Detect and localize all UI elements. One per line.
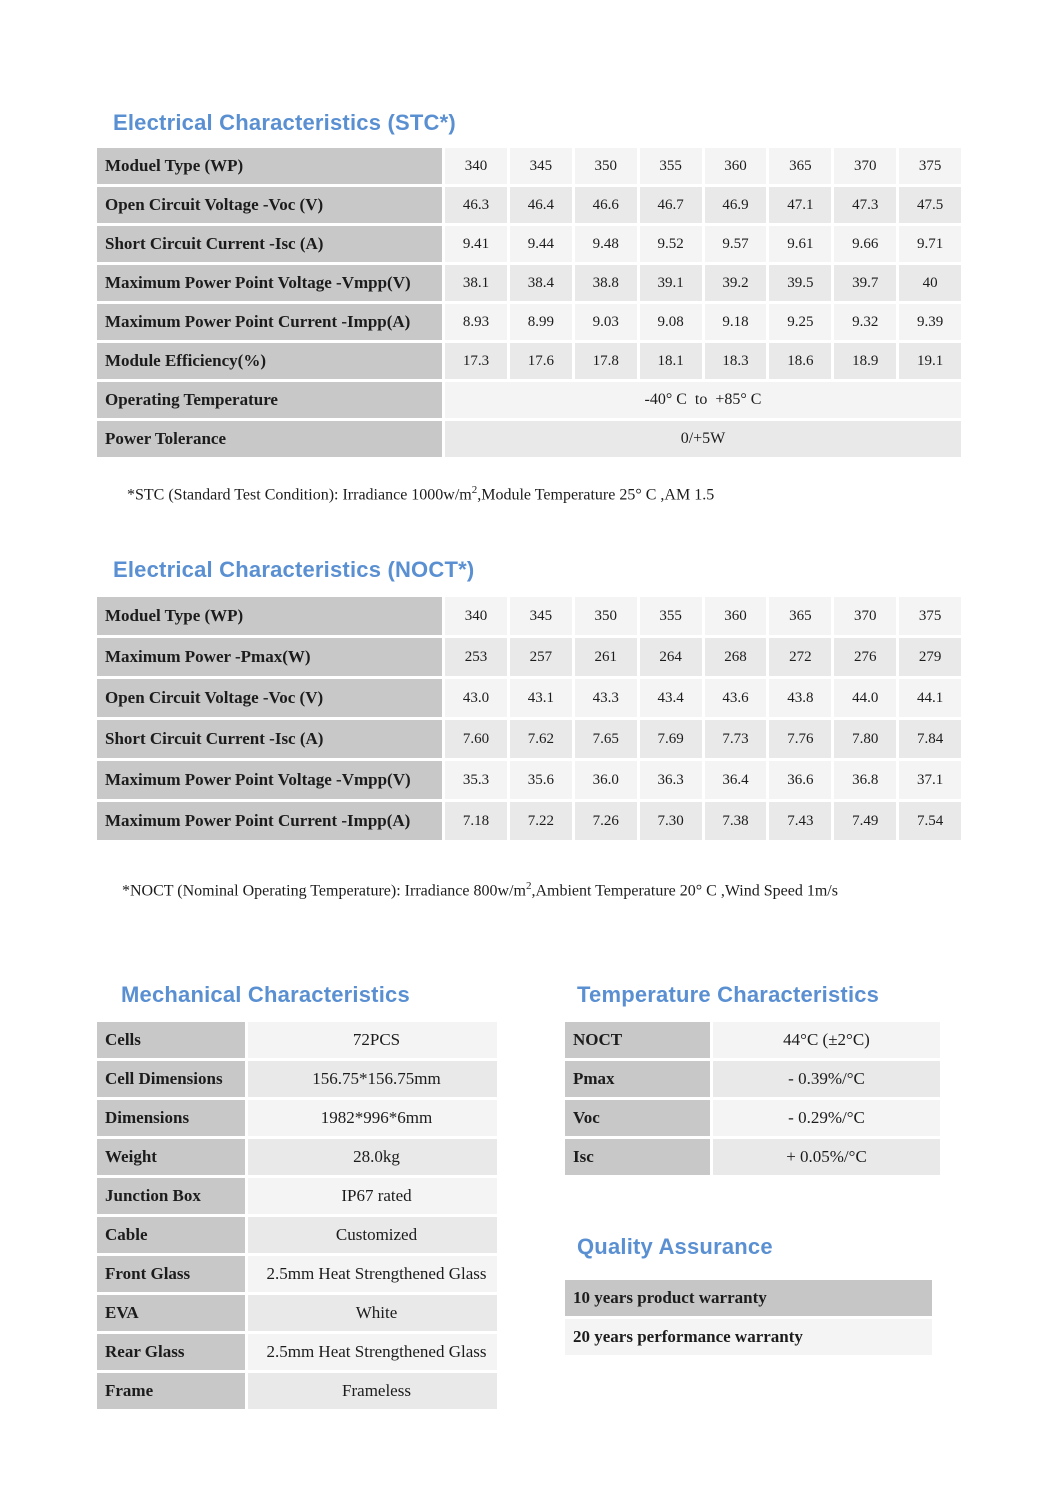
kv-row-label: Weight	[97, 1139, 245, 1175]
spec-value-cell: 7.65	[575, 720, 637, 758]
noct-note-superscript: 2	[525, 880, 532, 892]
kv-row-label: NOCT	[565, 1022, 710, 1058]
spec-value-cell: 43.4	[640, 679, 702, 717]
spec-value-cell: 39.1	[640, 265, 702, 301]
stc-note-pre: *STC (Standard Test Condition): Irradiance 1000w/m	[127, 486, 472, 504]
noct-note	[122, 880, 838, 900]
spec-value-cell: 7.69	[640, 720, 702, 758]
kv-row-value: 1982*996*6mm	[248, 1100, 497, 1136]
spec-value-cell: 7.43	[769, 802, 831, 840]
spec-value-cell: 18.9	[834, 343, 896, 379]
kv-row-label: Isc	[565, 1139, 710, 1175]
kv-row-label: Dimensions	[97, 1100, 245, 1136]
stc-section-heading: Electrical Characteristics (STC*)	[113, 110, 456, 135]
spec-value-cell: 7.38	[705, 802, 767, 840]
spec-value-cell: 18.1	[640, 343, 702, 379]
spec-value-cell: 7.80	[834, 720, 896, 758]
spec-value-cell: 38.1	[445, 265, 507, 301]
spec-row-label: Module Efficiency(%)	[97, 343, 442, 379]
quality-section-heading: Quality Assurance	[577, 1234, 773, 1259]
spec-value-cell: 360	[705, 597, 767, 635]
kv-row-value: White	[248, 1295, 497, 1331]
spec-value-cell: 47.3	[834, 187, 896, 223]
spec-value-cell: 43.3	[575, 679, 637, 717]
spec-value-cell: 365	[769, 148, 831, 184]
spec-value-cell: 36.8	[834, 761, 896, 799]
spec-row-label: Maximum Power Point Voltage -Vmpp(V)	[97, 265, 442, 301]
spec-value-cell: 43.6	[705, 679, 767, 717]
spec-value-cell: 7.54	[899, 802, 961, 840]
spec-value-cell: 350	[575, 597, 637, 635]
spec-row-label: Maximum Power Point Current -Impp(A)	[97, 802, 442, 840]
spec-value-cell: 9.41	[445, 226, 507, 262]
spec-value-cell: 38.4	[510, 265, 572, 301]
spec-value-cell: 46.3	[445, 187, 507, 223]
spec-value-cell: 370	[834, 148, 896, 184]
spec-merged-value: 0/+5W	[445, 421, 961, 457]
spec-value-cell: 355	[640, 597, 702, 635]
spec-value-cell: 9.61	[769, 226, 831, 262]
kv-row-value: Frameless	[248, 1373, 497, 1409]
spec-value-cell: 36.6	[769, 761, 831, 799]
spec-value-cell: 276	[834, 638, 896, 676]
spec-value-cell: 43.1	[510, 679, 572, 717]
spec-value-cell: 345	[510, 597, 572, 635]
spec-value-cell: 39.7	[834, 265, 896, 301]
noct-section-heading: Electrical Characteristics (NOCT*)	[113, 557, 475, 582]
kv-row-value: 2.5mm Heat Strengthened Glass	[248, 1334, 497, 1370]
temperature-section-heading: Temperature Characteristics	[577, 982, 880, 1007]
spec-value-cell: 47.5	[899, 187, 961, 223]
spec-value-cell: 37.1	[899, 761, 961, 799]
spec-value-cell: 19.1	[899, 343, 961, 379]
spec-value-cell: 7.62	[510, 720, 572, 758]
spec-value-cell: 350	[575, 148, 637, 184]
spec-row-label: Moduel Type (WP)	[97, 148, 442, 184]
kv-row-value: - 0.29%/°C	[713, 1100, 940, 1136]
kv-row-value: 2.5mm Heat Strengthened Glass	[248, 1256, 497, 1292]
stc-note-post: ,Module Temperature 25° C ,AM 1.5	[477, 486, 715, 504]
kv-row-label: Rear Glass	[97, 1334, 245, 1370]
spec-value-cell: 264	[640, 638, 702, 676]
spec-value-cell: 36.3	[640, 761, 702, 799]
mechanical-table	[97, 1022, 497, 1409]
quality-assurance-table	[565, 1280, 932, 1355]
spec-row-label: Power Tolerance	[97, 421, 442, 457]
quality-assurance-row: 20 years performance warranty	[565, 1319, 932, 1355]
spec-value-cell: 7.18	[445, 802, 507, 840]
spec-row-label: Open Circuit Voltage -Voc (V)	[97, 187, 442, 223]
spec-value-cell: 46.9	[705, 187, 767, 223]
spec-value-cell: 272	[769, 638, 831, 676]
temperature-table	[565, 1022, 940, 1175]
spec-value-cell: 39.2	[705, 265, 767, 301]
spec-value-cell: 7.84	[899, 720, 961, 758]
spec-value-cell: 9.71	[899, 226, 961, 262]
spec-value-cell: 279	[899, 638, 961, 676]
spec-value-cell: 7.73	[705, 720, 767, 758]
noct-note-pre: *NOCT (Nominal Operating Temperature): Irradiance 800w/m	[122, 882, 526, 900]
spec-value-cell: 7.22	[510, 802, 572, 840]
spec-value-cell: 43.0	[445, 679, 507, 717]
spec-value-cell: 360	[705, 148, 767, 184]
kv-row-label: Pmax	[565, 1061, 710, 1097]
spec-value-cell: 17.3	[445, 343, 507, 379]
spec-value-cell: 35.3	[445, 761, 507, 799]
spec-value-cell: 9.18	[705, 304, 767, 340]
kv-row-label: Front Glass	[97, 1256, 245, 1292]
spec-value-cell: 46.7	[640, 187, 702, 223]
spec-value-cell: 44.0	[834, 679, 896, 717]
spec-value-cell: 7.49	[834, 802, 896, 840]
noct-note-post: ,Ambient Temperature 20° C ,Wind Speed 1m/s	[531, 882, 838, 900]
spec-value-cell: 8.99	[510, 304, 572, 340]
kv-row-label: Cells	[97, 1022, 245, 1058]
spec-value-cell: 9.25	[769, 304, 831, 340]
spec-value-cell: 7.60	[445, 720, 507, 758]
spec-value-cell: 261	[575, 638, 637, 676]
spec-value-cell: 43.8	[769, 679, 831, 717]
spec-value-cell: 9.03	[575, 304, 637, 340]
stc-table	[97, 148, 961, 457]
kv-row-label: Cable	[97, 1217, 245, 1253]
kv-row-value: Customized	[248, 1217, 497, 1253]
spec-value-cell: 370	[834, 597, 896, 635]
spec-value-cell: 375	[899, 148, 961, 184]
spec-value-cell: 340	[445, 597, 507, 635]
spec-value-cell: 9.66	[834, 226, 896, 262]
kv-row-value: + 0.05%/°C	[713, 1139, 940, 1175]
spec-row-label: Moduel Type (WP)	[97, 597, 442, 635]
spec-value-cell: 9.44	[510, 226, 572, 262]
stc-note	[127, 484, 714, 504]
spec-merged-value: -40° C to +85° C	[445, 382, 961, 418]
kv-row-value: 28.0kg	[248, 1139, 497, 1175]
spec-row-label: Maximum Power -Pmax(W)	[97, 638, 442, 676]
spec-value-cell: 9.32	[834, 304, 896, 340]
spec-value-cell: 18.6	[769, 343, 831, 379]
spec-value-cell: 268	[705, 638, 767, 676]
spec-row-label: Short Circuit Current -Isc (A)	[97, 720, 442, 758]
mechanical-section-heading: Mechanical Characteristics	[121, 982, 410, 1007]
kv-row-label: Voc	[565, 1100, 710, 1136]
spec-value-cell: 340	[445, 148, 507, 184]
spec-value-cell: 9.57	[705, 226, 767, 262]
kv-row-label: Cell Dimensions	[97, 1061, 245, 1097]
kv-row-value: IP67 rated	[248, 1178, 497, 1214]
spec-value-cell: 345	[510, 148, 572, 184]
kv-row-label: Frame	[97, 1373, 245, 1409]
spec-value-cell: 40	[899, 265, 961, 301]
spec-value-cell: 36.4	[705, 761, 767, 799]
noct-table	[97, 597, 961, 840]
spec-value-cell: 46.4	[510, 187, 572, 223]
kv-row-value: 156.75*156.75mm	[248, 1061, 497, 1097]
spec-row-label: Open Circuit Voltage -Voc (V)	[97, 679, 442, 717]
spec-value-cell: 46.6	[575, 187, 637, 223]
spec-row-label: Short Circuit Current -Isc (A)	[97, 226, 442, 262]
spec-row-label: Operating Temperature	[97, 382, 442, 418]
spec-value-cell: 7.26	[575, 802, 637, 840]
spec-value-cell: 365	[769, 597, 831, 635]
spec-value-cell: 9.08	[640, 304, 702, 340]
spec-row-label: Maximum Power Point Current -Impp(A)	[97, 304, 442, 340]
spec-value-cell: 17.6	[510, 343, 572, 379]
spec-value-cell: 9.39	[899, 304, 961, 340]
spec-value-cell: 35.6	[510, 761, 572, 799]
spec-value-cell: 44.1	[899, 679, 961, 717]
spec-value-cell: 36.0	[575, 761, 637, 799]
spec-value-cell: 7.30	[640, 802, 702, 840]
spec-value-cell: 18.3	[705, 343, 767, 379]
kv-row-value: 44°C (±2°C)	[713, 1022, 940, 1058]
kv-row-label: EVA	[97, 1295, 245, 1331]
spec-value-cell: 9.48	[575, 226, 637, 262]
kv-row-label: Junction Box	[97, 1178, 245, 1214]
kv-row-value: - 0.39%/°C	[713, 1061, 940, 1097]
spec-value-cell: 253	[445, 638, 507, 676]
spec-value-cell: 17.8	[575, 343, 637, 379]
spec-value-cell: 47.1	[769, 187, 831, 223]
kv-row-value: 72PCS	[248, 1022, 497, 1058]
spec-value-cell: 38.8	[575, 265, 637, 301]
spec-row-label: Maximum Power Point Voltage -Vmpp(V)	[97, 761, 442, 799]
spec-value-cell: 375	[899, 597, 961, 635]
spec-value-cell: 257	[510, 638, 572, 676]
quality-assurance-row: 10 years product warranty	[565, 1280, 932, 1316]
spec-value-cell: 355	[640, 148, 702, 184]
spec-value-cell: 8.93	[445, 304, 507, 340]
spec-value-cell: 9.52	[640, 226, 702, 262]
stc-note-superscript: 2	[471, 484, 478, 496]
spec-value-cell: 7.76	[769, 720, 831, 758]
spec-value-cell: 39.5	[769, 265, 831, 301]
